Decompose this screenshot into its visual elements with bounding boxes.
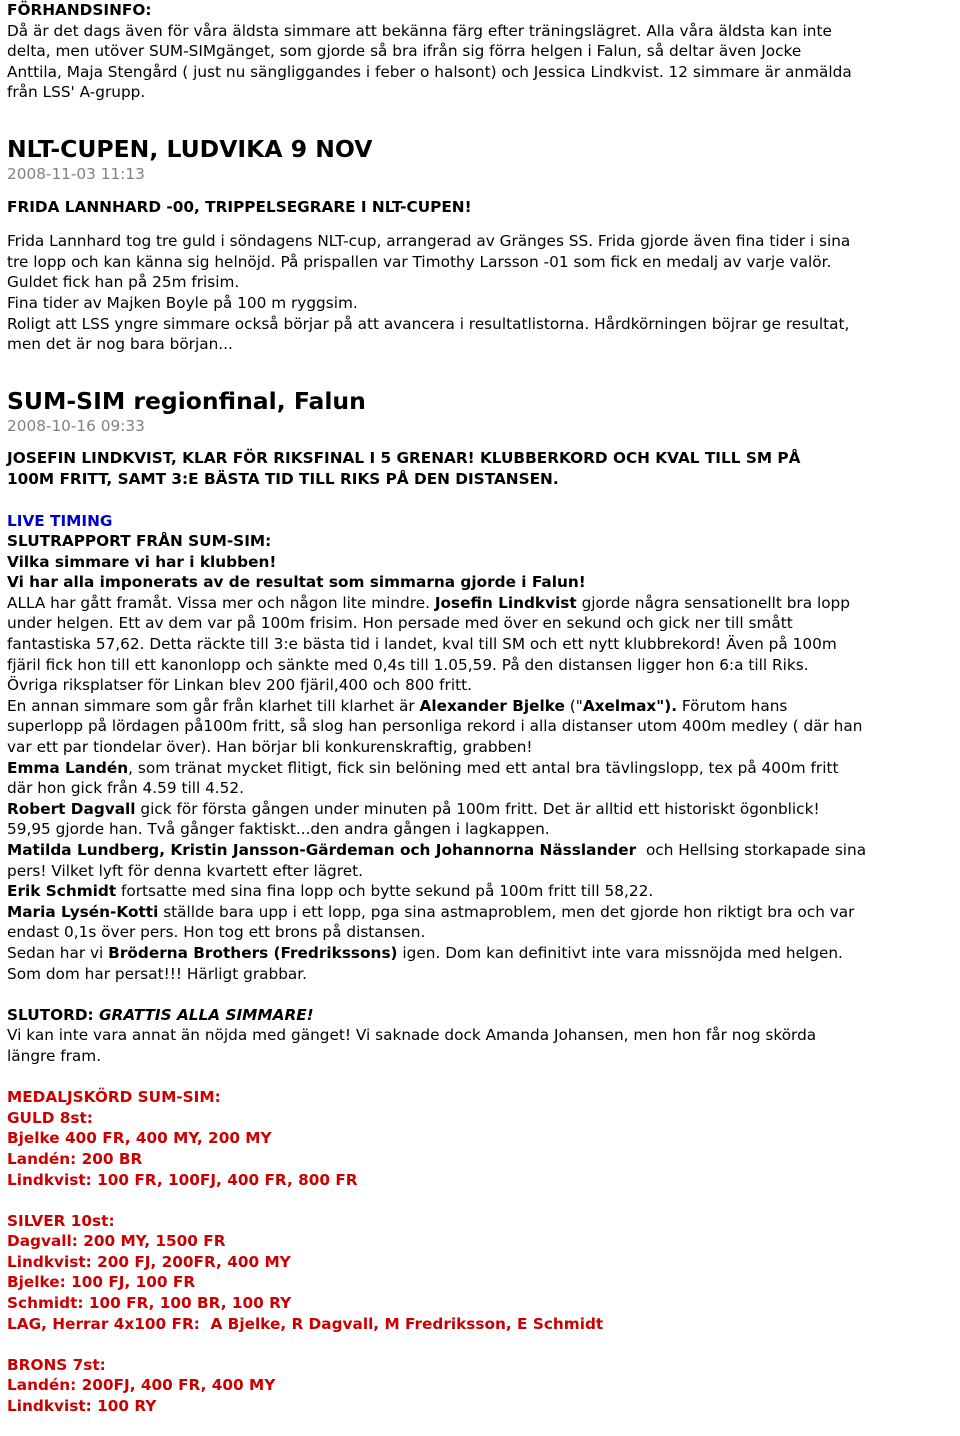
- paragraph-line: Emma Landén, som tränat mycket flitigt, fick sin belöning med ett antal bra tävlingslopp, tex på 400m fritt: [7, 758, 839, 777]
- spacer: [7, 1190, 957, 1211]
- paragraph-line: Anttila, Maja Stengård ( just nu sängliggandes i feber o halsont) och Jessica Lindkvist. 12 simmare är anmälda: [7, 62, 852, 81]
- paragraph-line: under helgen. Ett av dem var på 100m frisim. Hon persade med över en sekund och gick ner till smått: [7, 614, 793, 633]
- spacer: [7, 984, 957, 1005]
- swimmer-name: Maria Lysén-Kotti: [7, 902, 159, 921]
- paragraph-line: ALLA har gått framåt. Vissa mer och någon lite mindre. Josefin Lindkvist gjorde några sensationellt bra lopp: [7, 593, 850, 612]
- paragraph-line: Sedan har vi Bröderna Brothers (Fredrikssons) igen. Dom kan definitivt inte vara missnöjda med helgen.: [7, 943, 843, 962]
- paragraph-line: Matilda Lundberg, Kristin Jansson-Gärdeman och Johannorna Nässlander och Hellsing storkapade sina: [7, 841, 867, 859]
- medal-line: Dagvall: 200 MY, 1500 FR: [7, 1232, 226, 1251]
- paragraph-line: delta, men utöver SUM-SIMgänget, som gjorde så bra ifrån sig förra helgen i Falun, så deltar även Jocke: [7, 42, 802, 61]
- spacer: [7, 355, 957, 386]
- swimmer-name: Emma Landén: [7, 758, 129, 777]
- paragraph-line: Vi kan inte vara annat än nöjda med gänget! Vi saknade dock Amanda Johansen, men hon får nog skörda: [7, 1026, 817, 1045]
- medal-line: Lindkvist: 200 FJ, 200FR, 400 MY: [7, 1252, 291, 1271]
- paragraph-line: Frida Lannhard tog tre guld i söndagens NLT-cup, arrangerad av Gränges SS. Frida gjorde även fina tider i sina: [7, 232, 851, 251]
- paragraph-line: 59,95 gjorde han. Två gånger faktiskt...den andra gången i lagkappen.: [7, 820, 550, 839]
- spacer: [7, 490, 957, 511]
- sumsim-headline: JOSEFIN LINDKVIST, KLAR FÖR RIKSFINAL I 5 GRENAR! KLUBBERKORD OCH KVAL TILL SM PÅ: [7, 449, 801, 468]
- paragraph-line: Roligt att LSS yngre simmare också börjar på att avancera i resultatlistorna. Hårdkörningen böjrar ge resultat,: [7, 314, 850, 333]
- slutord-text: GRATTIS ALLA SIMMARE!: [99, 1005, 314, 1024]
- nlt-date: 2008-11-03 11:13: [7, 164, 145, 183]
- medal-line: Lindkvist: 100 FR, 100FJ, 400 FR, 800 FR: [7, 1170, 358, 1189]
- paragraph-line: Maria Lysén-Kotti ställde bara upp i ett lopp, pga sina astmaproblem, men det gjorde hon riktigt bra och var: [7, 902, 855, 921]
- spacer: [7, 1334, 957, 1355]
- gold-heading: GULD 8st:: [7, 1108, 93, 1127]
- paragraph-line: tre lopp och kan känna sig helnöjd. På prispallen var Timothy Larsson -01 som fick en medalj av varje valör.: [7, 252, 832, 271]
- medal-line: Schmidt: 100 FR, 100 BR, 100 RY: [7, 1294, 292, 1313]
- swimmer-name: Bröderna Brothers (Fredrikssons): [108, 943, 398, 962]
- slutord-line: SLUTORD: GRATTIS ALLA SIMMARE!: [7, 1005, 314, 1024]
- medal-line: Bjelke: 100 FJ, 100 FR: [7, 1273, 196, 1292]
- paragraph-line: Som dom har persat!!! Härligt grabbar.: [7, 964, 308, 983]
- report-subheading: Vi har alla imponerats av de resultat som simmarna gjorde i Falun!: [7, 573, 586, 592]
- paragraph-line: där hon gick från 4.59 till 4.52.: [7, 779, 244, 798]
- paragraph-line: fantastiska 57,62. Detta räckte till 3:e bästa tid i landet, kval till SM och ett nytt klubbrekord! Även på 100m: [7, 635, 837, 654]
- medal-line: Landén: 200FJ, 400 FR, 400 MY: [7, 1376, 276, 1395]
- paragraph-line: Fina tider av Majken Boyle på 100 m ryggsim.: [7, 293, 358, 312]
- sumsim-title: SUM-SIM regionfinal, Falun: [7, 386, 366, 415]
- bronze-heading: BRONS 7st:: [7, 1355, 106, 1374]
- paragraph-line: längre fram.: [7, 1046, 102, 1065]
- article-page: [7, 0, 957, 1417]
- medal-line: Lindkvist: 100 RY: [7, 1397, 157, 1416]
- spacer: [7, 185, 957, 197]
- swimmer-name: Erik Schmidt: [7, 882, 117, 901]
- paragraph-line: från LSS' A-grupp.: [7, 83, 146, 102]
- paragraph-line: var ett par tiondelar över). Han börjar bli konkurenskraftig, grabben!: [7, 738, 533, 757]
- nlt-title: NLT-CUPEN, LUDVIKA 9 NOV: [7, 134, 373, 163]
- paragraph-line: Robert Dagvall gick för första gången under minuten på 100m fritt. Det är alltid ett historiskt ögonblick!: [7, 799, 820, 818]
- paragraph-line: superlopp på lördagen på100m fritt, så slog han personliga rekord i alla distanser utom 400m medley ( där han: [7, 717, 863, 736]
- paragraph-line: Då är det dags även för våra äldsta simmare att bekänna färg efter träningslägret. Alla våra äldsta kan inte: [7, 21, 832, 40]
- spacer: [7, 436, 957, 448]
- swimmer-name: Matilda Lundberg, Kristin Jansson-Gärdeman och Johannorna Nässlander: [7, 841, 637, 859]
- swimmer-name: Josefin Lindkvist: [434, 593, 577, 612]
- spacer: [7, 1067, 957, 1088]
- paragraph-line: men det är nog bara början...: [7, 335, 233, 354]
- swimmer-name: Alexander Bjelke: [419, 696, 565, 715]
- spacer: [7, 103, 957, 134]
- spacer: [7, 217, 957, 231]
- paragraph-line: Erik Schmidt fortsatte med sina fina lopp och bytte sekund på 100m fritt till 58,22.: [7, 882, 654, 901]
- live-timing-link[interactable]: LIVE TIMING: [7, 511, 113, 530]
- report-heading: SLUTRAPPORT FRÅN SUM-SIM:: [7, 532, 272, 551]
- report-subheading: Vilka simmare vi har i klubben!: [7, 552, 277, 571]
- sumsim-headline: 100M FRITT, SAMT 3:E BÄSTA TID TILL RIKS PÅ DEN DISTANSEN.: [7, 469, 559, 488]
- sumsim-date: 2008-10-16 09:33: [7, 416, 145, 435]
- forhandsinfo-heading: FÖRHANDSINFO:: [7, 1, 152, 19]
- paragraph-line: Guldet fick han på 25m frisim.: [7, 273, 240, 292]
- paragraph-line: En annan simmare som går från klarhet till klarhet är Alexander Bjelke ("Axelmax"). Förutom hans: [7, 696, 788, 715]
- medal-line: Landén: 200 BR: [7, 1149, 143, 1168]
- medals-heading: MEDALJSKÖRD SUM-SIM:: [7, 1088, 221, 1107]
- nlt-headline: FRIDA LANNHARD -00, TRIPPELSEGRARE I NLT-CUPEN!: [7, 197, 472, 216]
- medal-line: Bjelke 400 FR, 400 MY, 200 MY: [7, 1129, 272, 1148]
- paragraph-line: pers! Vilket lyft för denna kvartett efter lägret.: [7, 861, 363, 880]
- paragraph-line: endast 0,1s över pers. Hon tog ett brons på distansen.: [7, 923, 426, 942]
- swimmer-nickname: Axelmax").: [582, 696, 678, 715]
- paragraph-line: Övriga riksplatser för Linkan blev 200 fjäril,400 och 800 fritt.: [7, 676, 472, 695]
- swimmer-name: Robert Dagvall: [7, 799, 136, 818]
- silver-heading: SILVER 10st:: [7, 1211, 115, 1230]
- paragraph-line: fjäril fick hon till ett kanonlopp och sänkte med 0,4s till 1.05,59. På den distansen ligger hon 6:a till Riks.: [7, 655, 809, 674]
- medal-line: LAG, Herrar 4x100 FR: A Bjelke, R Dagvall, M Fredriksson, E Schmidt: [7, 1314, 604, 1333]
